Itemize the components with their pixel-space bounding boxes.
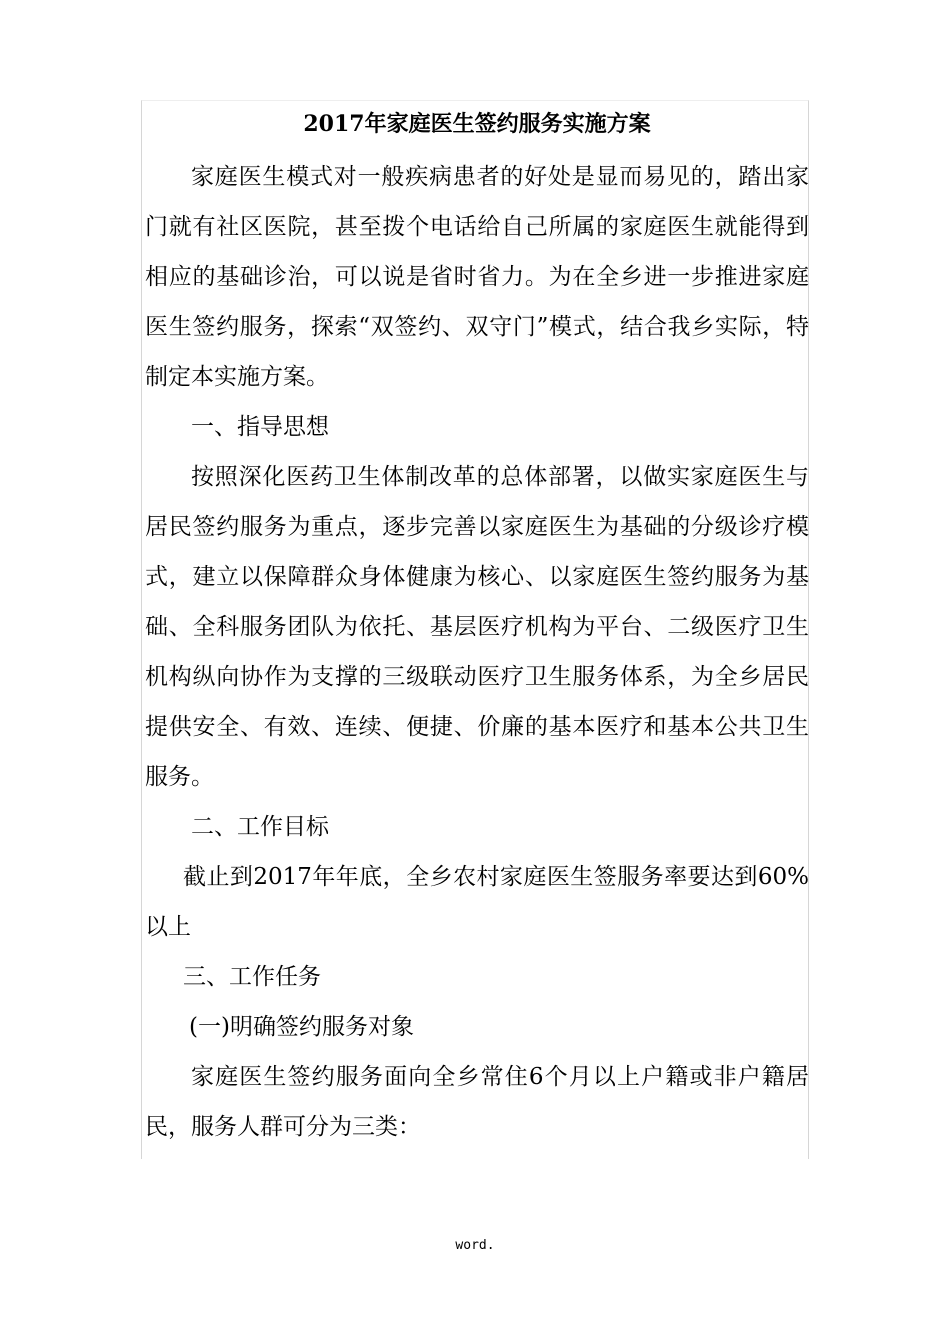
section-2-heading: 二、工作目标 bbox=[191, 814, 329, 840]
section-3-heading: 三、工作任务 bbox=[183, 964, 321, 990]
title-spacer bbox=[145, 144, 809, 152]
section-2-paragraph: 截止到2017年年底，全乡农村家庭医生签服务率要达到60%以上 bbox=[145, 864, 809, 940]
page-footer: word. bbox=[455, 1238, 495, 1253]
document-title: 2017年家庭医生签约服务实施方案 bbox=[303, 111, 651, 137]
intro-paragraph: 家庭医生模式对一般疾病患者的好处是显而易见的，踏出家门就有社区医院，甚至拨个电话给自己所属的家庭医生就能得到相应的基础诊治，可以说是省时省力。为在全乡进一步推进家庭医生签约服务，探索“双签约、双守门”模式，结合我乡实际，特制定本实施方案。 bbox=[145, 164, 809, 390]
document-body bbox=[145, 104, 809, 1152]
section-3-sub-1-paragraph: 家庭医生签约服务面向全乡常住6个月以上户籍或非户籍居民，服务人群可分为三类： bbox=[145, 1064, 809, 1140]
section-1-heading: 一、指导思想 bbox=[191, 414, 329, 440]
section-3-subheading-1: (一)明确签约服务对象 bbox=[189, 1014, 414, 1040]
section-1-paragraph: 按照深化医药卫生体制改革的总体部署，以做实家庭医生与居民签约服务为重点，逐步完善以家庭医生为基础的分级诊疗模式，建立以保障群众身体健康为核心、以家庭医生签约服务为基础、全科服务团队为依托、基层医疗机构为平台、二级医疗卫生机构纵向协作为支撑的三级联动医疗卫生服务体系，为全乡居民提供安全、有效、连续、便捷、价廉的基本医疗和基本公共卫生服务。 bbox=[145, 464, 809, 790]
